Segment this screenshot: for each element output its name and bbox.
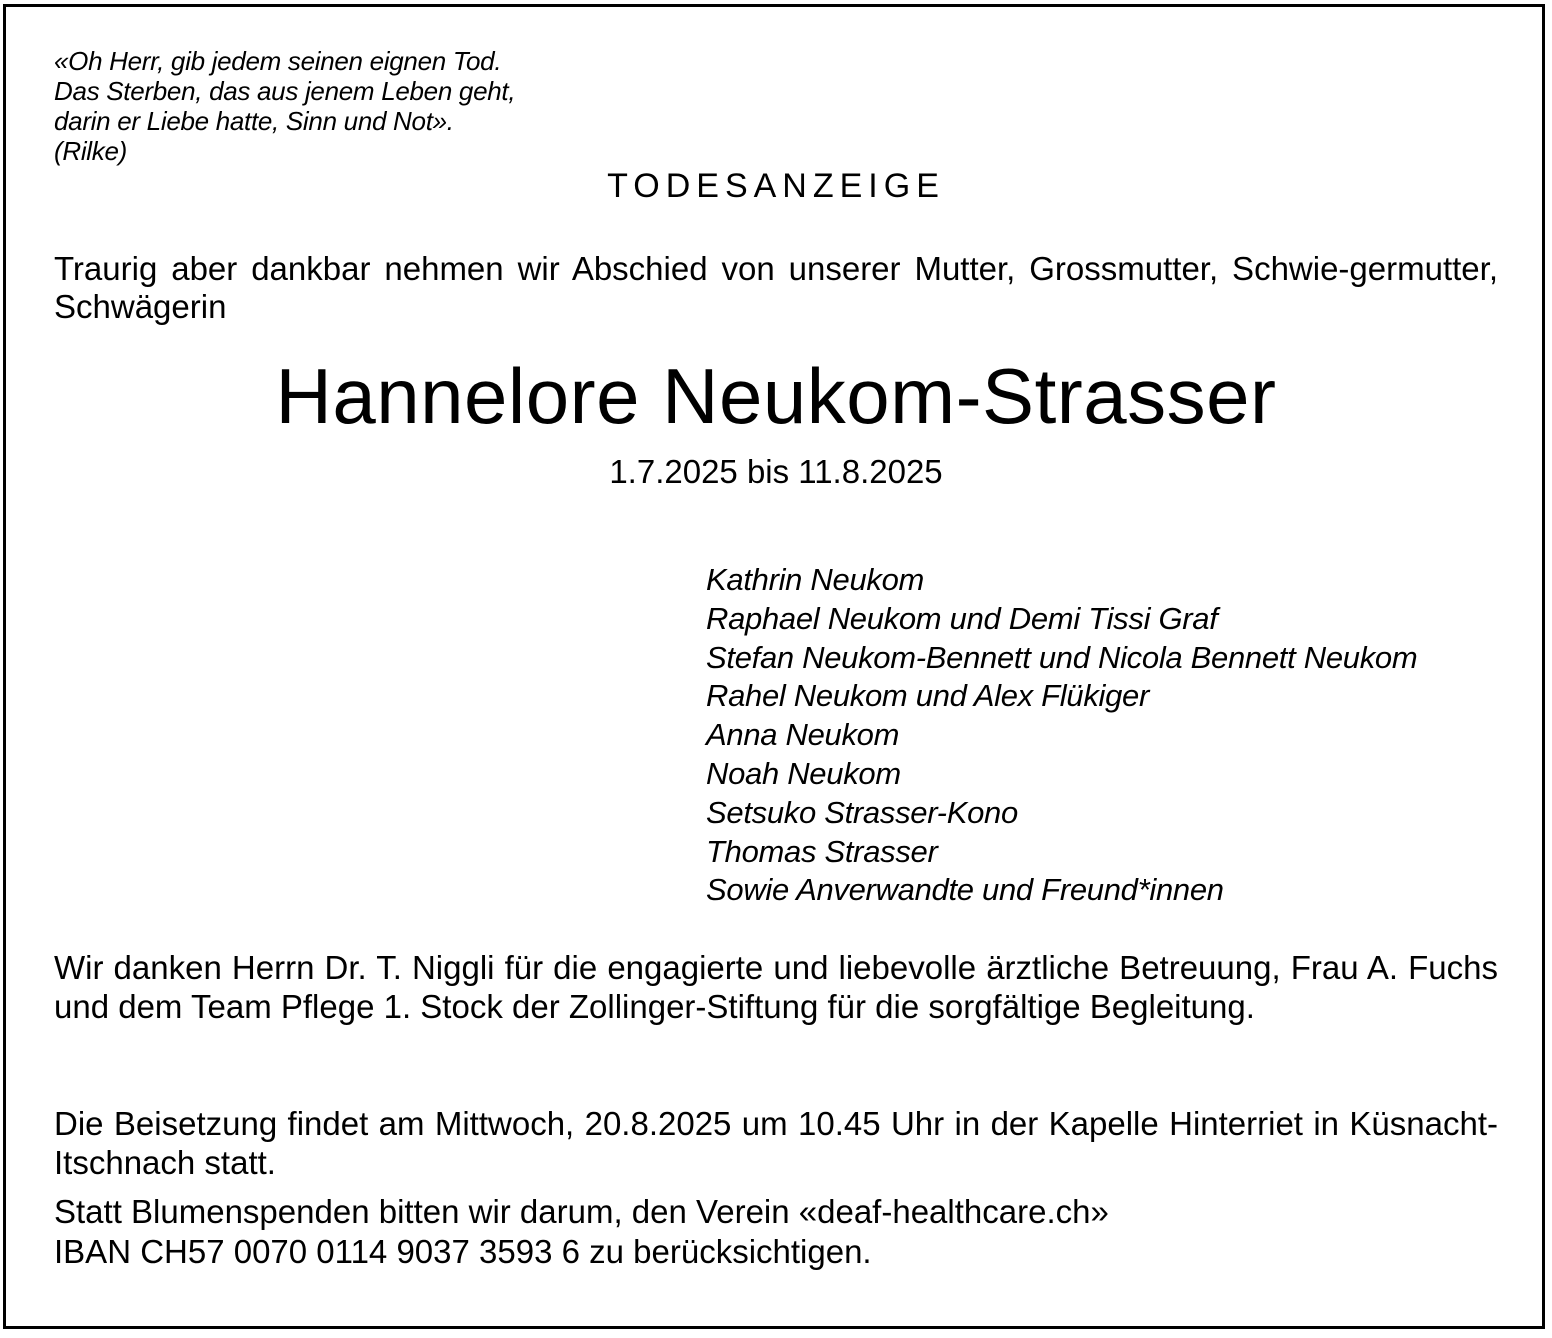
intro-text: Traurig aber dankbar nehmen wir Abschied von unserer Mutter, Grossmutter, Schwie-germutter, Schwägerin: [54, 250, 1498, 325]
mourner-entry: Noah Neukom: [706, 755, 901, 791]
mourner-entry: Kathrin Neukom: [706, 562, 925, 597]
quote-attribution: (Rilke): [54, 136, 128, 166]
donation-line: Statt Blumenspenden bitten wir darum, den Verein «deaf-healthcare.ch»: [54, 1193, 1109, 1230]
mourner-entry: Sowie Anverwandte und Freund*innen: [706, 872, 1224, 908]
mourner-entry: Setsuko Strasser-Kono: [706, 794, 1018, 830]
life-dates: 1.7.2025 bis 11.8.2025: [609, 453, 943, 490]
notice-heading: TODESANZEIGE: [607, 167, 945, 205]
quote-line: darin er Liebe hatte, Sinn und Not».: [54, 106, 454, 136]
mourner-entry: Rahel Neukom und Alex Flükiger: [706, 678, 1150, 714]
iban-line: IBAN CH57 0070 0114 9037 3593 6 zu berücksichtigen.: [54, 1233, 872, 1270]
mourner-entry: Thomas Strasser: [706, 833, 938, 869]
quote-line: Das Sterben, das aus jenem Leben geht,: [54, 76, 516, 106]
donation-paragraph: [54, 1192, 1109, 1272]
quote-line: «Oh Herr, gib jedem seinen eignen Tod.: [54, 46, 502, 76]
thanks-paragraph: Wir danken Herrn Dr. T. Niggli für die engagierte und liebevolle ärztliche Betreuung, Frau A. Fuchs und dem Team Pflege 1. Stock der Zollinger-Stiftung für die sorgfältige Begleitung.: [54, 949, 1498, 1025]
mourner-entry: Stefan Neukom-Bennett und Nicola Bennett Neukom: [706, 639, 1418, 675]
funeral-paragraph: Die Beisetzung findet am Mittwoch, 20.8.2025 um 10.45 Uhr in der Kapelle Hinterriet in Küsnacht-Itschnach statt.: [54, 1105, 1498, 1181]
mourners-list: [706, 561, 1417, 910]
mourner-entry: Raphael Neukom und Demi Tissi Graf: [706, 600, 1218, 636]
deceased-name: Hannelore Neukom-Strasser: [275, 352, 1277, 440]
rilke-quote: [54, 46, 515, 166]
mourner-entry: Anna Neukom: [706, 717, 900, 753]
